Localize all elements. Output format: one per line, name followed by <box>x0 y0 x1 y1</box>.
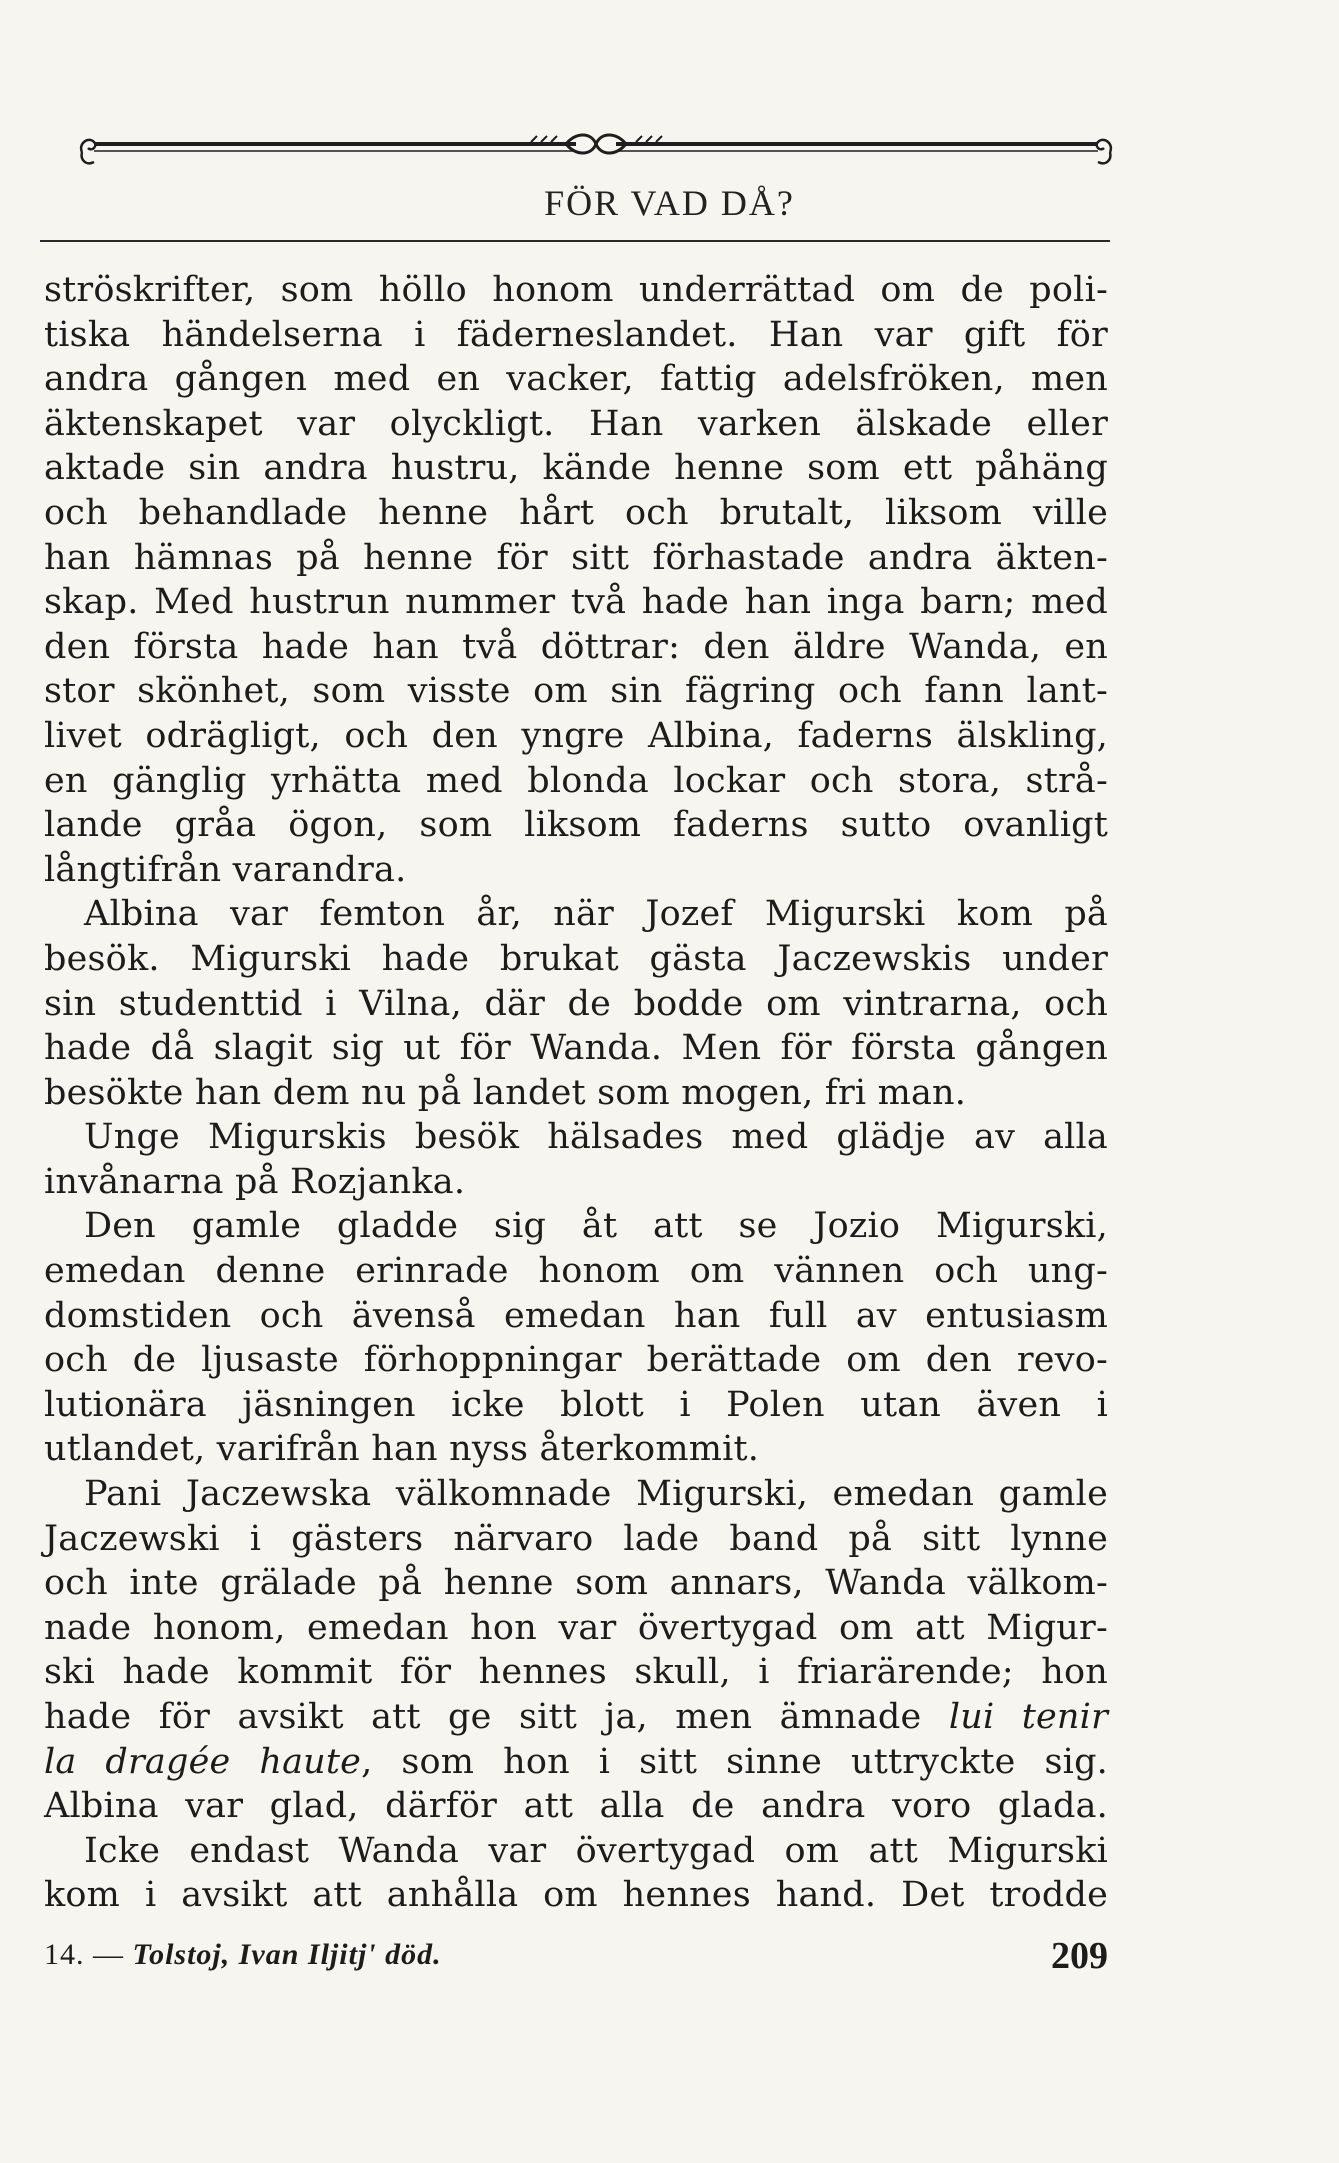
text-line <box>44 1829 1108 1874</box>
text-line <box>44 803 1108 848</box>
text-line <box>44 1695 1108 1740</box>
text-line <box>44 1561 1108 1606</box>
text-line <box>44 1026 1108 1071</box>
text-line <box>44 759 1108 804</box>
line-text: den första hade han två döttrar: den äldre Wanda, en <box>44 626 1108 667</box>
text-line <box>44 446 1108 491</box>
text-line <box>44 357 1108 402</box>
text-line <box>44 1071 1108 1116</box>
text-line <box>44 580 1108 625</box>
text-line <box>44 1472 1108 1517</box>
line-text: aktade sin andra hustru, kände henne som ett påhäng <box>44 448 1108 489</box>
line-text: äktenskapet var olyckligt. Han varken älskade eller <box>44 403 1108 444</box>
text-line <box>44 1294 1108 1339</box>
line-text: , som hon i sitt sinne uttryckte sig. <box>361 1741 1108 1782</box>
text-line <box>44 536 1108 581</box>
text-line <box>44 892 1108 937</box>
italic-phrase: lui tenir <box>948 1697 1108 1737</box>
line-text: domstiden och ävenså emedan han full av entusiasm <box>44 1295 1108 1336</box>
text-line <box>44 1606 1108 1651</box>
line-text: besök. Migurski hade brukat gästa Jaczewskis under <box>44 938 1108 979</box>
text-line <box>44 1517 1108 1562</box>
line-text: långtifrån varandra. <box>44 849 407 890</box>
line-text: tiska händelserna i fäderneslandet. Han var gift för <box>44 314 1108 355</box>
header-rule <box>40 240 1110 242</box>
text-line <box>44 1338 1108 1383</box>
text-line <box>44 1873 1108 1918</box>
line-text: ströskrifter, som höllo honom underrättad om de poli- <box>44 270 1108 310</box>
text-line <box>44 1204 1108 1249</box>
line-text: kom i avsikt att anhålla om hennes hand. Det trodde <box>44 1875 1108 1916</box>
page-footer <box>44 1935 1108 1988</box>
line-text: och behandlade henne hårt och brutalt, liksom ville <box>44 492 1108 533</box>
line-text: och de ljusaste förhoppningar berättade om den revo- <box>44 1340 1108 1381</box>
line-text: Den gamle gladde sig åt att se Jozio Migurski, <box>84 1206 1108 1247</box>
line-text: skap. Med hustrun nummer två hade han inga barn; med <box>44 582 1108 623</box>
line-text: Unge Migurskis besök hälsades med glädje av alla <box>84 1117 1108 1158</box>
line-text: hade för avsikt att ge sitt ja, men ämnade <box>44 1697 922 1737</box>
text-line <box>44 1784 1108 1829</box>
signature-title: Tolstoj, Ivan Iljitj' död. <box>132 1938 442 1971</box>
text-line <box>44 402 1108 447</box>
text-line <box>44 268 1108 313</box>
line-text: och inte grälade på henne som annars, Wanda välkom- <box>44 1563 1108 1604</box>
line-text: ski hade kommit för hennes skull, i friarärende; hon <box>44 1652 1108 1693</box>
text-line <box>44 982 1108 1027</box>
line-text: Jaczewski i gästers närvaro lade band på sitt lynne <box>44 1518 1108 1559</box>
text-line <box>44 1160 1108 1205</box>
text-line <box>44 1249 1108 1294</box>
line-text: lutionära jäsningen icke blott i Polen utan även i <box>44 1384 1108 1425</box>
signature-number: 14. — <box>44 1938 124 1971</box>
body-text <box>44 268 1108 1918</box>
line-text: stor skönhet, som visste om sin fägring och fann lant- <box>44 671 1108 712</box>
line-text: invånarna på Rozjanka. <box>44 1161 466 1202</box>
line-text: lande gråa ögon, som liksom faderns sutto ovanligt <box>44 805 1108 846</box>
line-text: emedan denne erinrade honom om vännen och ung- <box>44 1251 1108 1292</box>
text-line <box>44 1115 1108 1160</box>
line-text: besökte han dem nu på landet som mogen, fri man. <box>44 1072 967 1113</box>
text-line <box>44 491 1108 536</box>
text-line <box>44 313 1108 358</box>
line-text: Pani Jaczewska välkomnade Migurski, emedan gamle <box>84 1474 1108 1515</box>
text-line <box>44 669 1108 714</box>
text-line <box>44 1650 1108 1695</box>
line-text: andra gången med en vacker, fattig adelsfröken, men <box>44 359 1108 400</box>
text-line <box>44 848 1108 893</box>
line-text: livet odrägligt, och den yngre Albina, faderns älskling, <box>44 715 1108 756</box>
text-line <box>44 937 1108 982</box>
line-text: sin studenttid i Vilna, där de bodde om vintrarna, och <box>44 983 1108 1024</box>
running-head: FÖR VAD DÅ? <box>544 183 795 223</box>
line-text: Albina var femton år, när Jozef Migurski kom på <box>84 894 1108 935</box>
text-line <box>44 1740 1108 1785</box>
line-text: han hämnas på henne för sitt förhastade andra äkten- <box>44 537 1108 578</box>
text-line <box>44 1427 1108 1472</box>
text-line <box>44 1383 1108 1428</box>
text-line <box>44 714 1108 759</box>
page-number: 209 <box>1051 1935 1108 1977</box>
italic-phrase: la dragée haute <box>44 1741 362 1782</box>
line-text: Albina var glad, därför att alla de andra voro glada. <box>44 1786 1108 1827</box>
signature-mark <box>44 1938 442 1972</box>
line-text: Icke endast Wanda var övertygad om att Migurski <box>84 1830 1108 1871</box>
line-text: en gänglig yrhätta med blonda lockar och stora, strå- <box>44 760 1108 801</box>
text-line <box>44 625 1108 670</box>
line-text: nade honom, emedan hon var övertygad om att Migur- <box>44 1607 1108 1648</box>
line-text: hade då slagit sig ut för Wanda. Men för första gången <box>44 1028 1108 1069</box>
line-text: utlandet, varifrån han nyss återkommit. <box>44 1429 760 1470</box>
